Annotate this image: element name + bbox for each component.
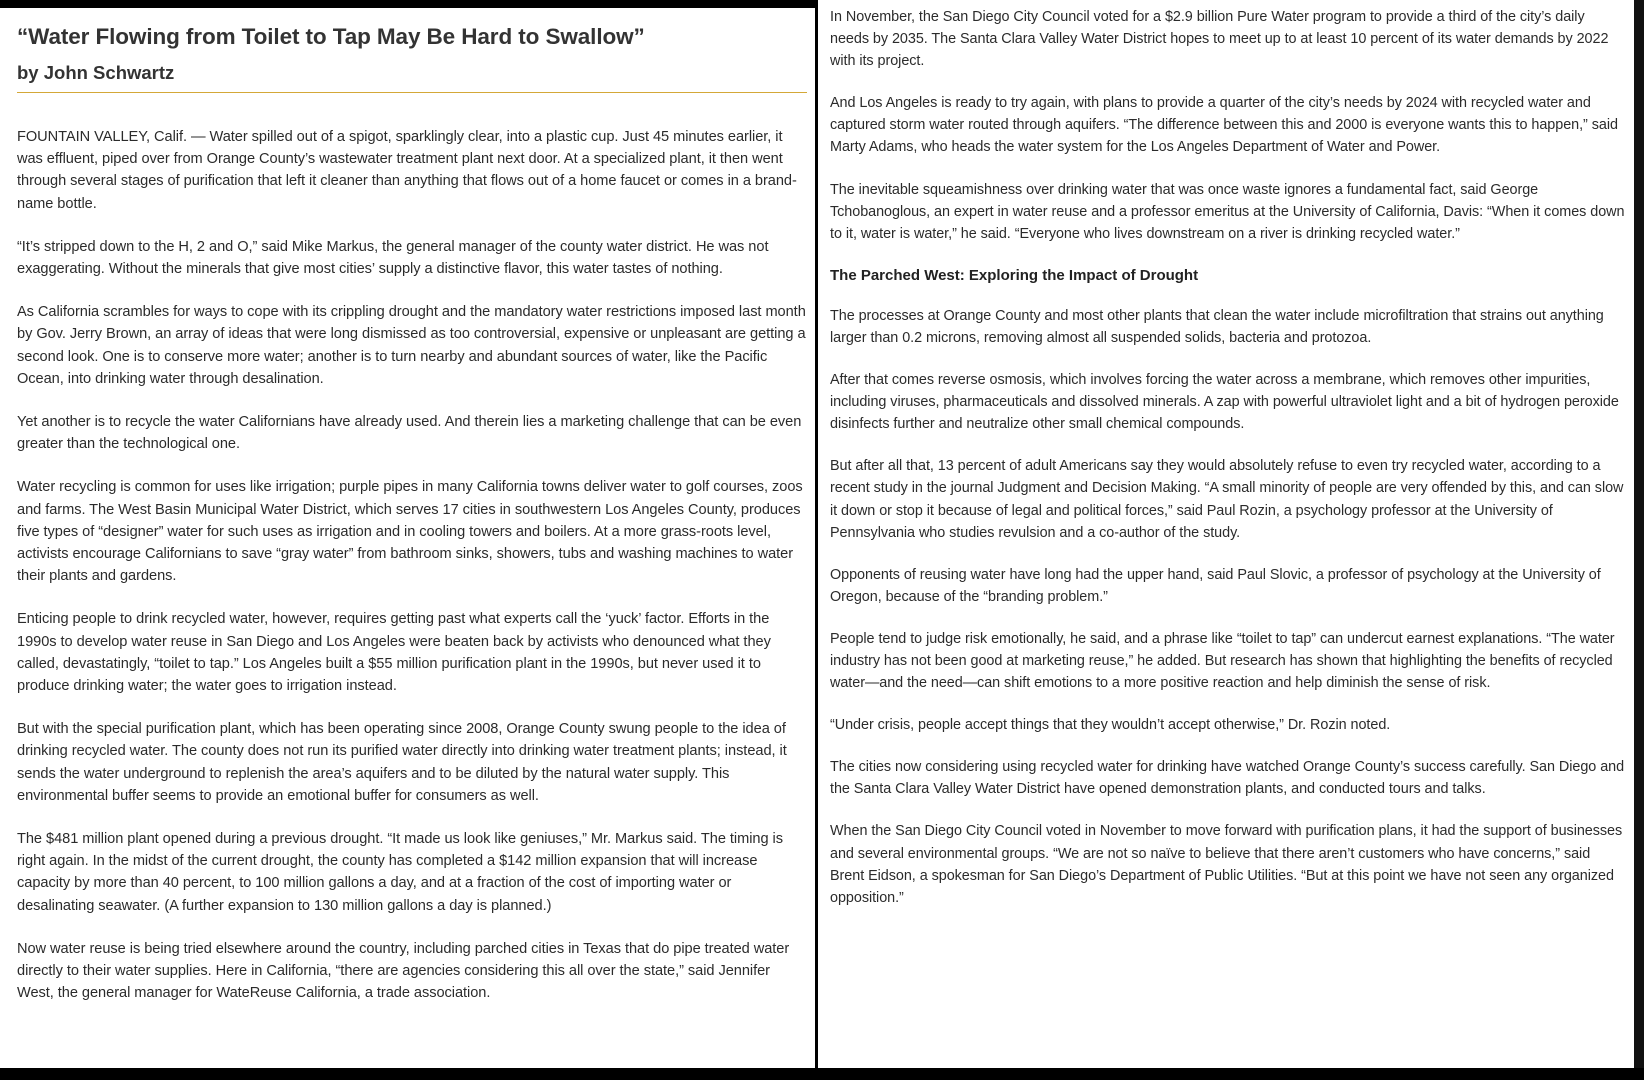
- article-paragraph: As California scrambles for ways to cope with its crippling drought and the mandatory water restrictions imposed last month by Gov. Jerry Brown, an array of ideas that were long dismissed as too controversial, expensive or unpleasant are getting a second look. One is to conserve more water; another is to turn nearby and abundant sources of water, like the Pacific Ocean, into drinking water through desalination.: [17, 304, 806, 387]
- bottom-border: [0, 1068, 1644, 1080]
- article-paragraph: But after all that, 13 percent of adult Americans say they would absolutely refuse to even try recycled water, according to a recent study in the journal Judgment and Decision Making. “A small minority of people are very offended by this, and can slow it down or stop it because of legal and political forces,” said Paul Rozin, a psychology professor at the University of Pennsylvania who studies revulsion and a co-author of the study.: [830, 458, 1624, 541]
- article-paragraph: In November, the San Diego City Council voted for a $2.9 billion Pure Water program to provide a third of the city’s daily needs by 2035. The Santa Clara Valley Water District hopes to meet up to at least 10 percent of its water demands by 2022 with its project.: [830, 9, 1609, 70]
- article-paragraph: People tend to judge risk emotionally, he said, and a phrase like “toilet to tap” can undercut earnest explanations. “The water industry has not been good at marketing reuse,” he added. But research has shown that highlighting the benefits of recycled water—and the need—can shift emotions to a more positive reaction and help diminish the sense of risk.: [830, 630, 1615, 692]
- article-paragraph: Yet another is to recycle the water Californians have already used. And therein lies a marketing challenge that can be even greater than the technological one.: [17, 414, 802, 453]
- top-border: [0, 0, 815, 8]
- article-paragraph: The inevitable squeamishness over drinking water that was once waste ignores a fundamental fact, said George Tchobanoglous, an expert in water reuse and a professor emeritus at the University of California, Davis: “When it comes down to it, water is water,” he said. “Everyone who lives downstream on a river is drinking recycled water.”: [830, 181, 1625, 242]
- right-edge: [1634, 0, 1644, 1080]
- article-paragraph: And Los Angeles is ready to try again, with plans to provide a quarter of the city’s needs by 2024 with recycled water and captured storm water routed through aquifers. “The difference between this and 2000 is everyone wants this to happen,” said Marty Adams, who heads the water system for the Los Angeles Department of Water and Power.: [830, 95, 1618, 156]
- article-paragraph: The $481 million plant opened during a previous drought. “It made us look like geniuses,” Mr. Markus said. The timing is right again. In the midst of the current drought, the county has completed a $142 million expansion that will increase capacity by more than 40 percent, to 100 million gallons a day, and at a fraction of the cost of importing water or desalinating seawater. (A further expansion to 130 million gallons a day is planned.): [17, 831, 783, 914]
- article-paragraph: The cities now considering using recycled water for drinking have watched Orange County’s success carefully. San Diego and the Santa Clara Valley Water District have opened demonstration plants, and conducted tours and talks.: [830, 759, 1625, 798]
- article-paragraph: Enticing people to drink recycled water, however, requires getting past what experts call the ‘yuck’ factor. Efforts in the 1990s to develop water reuse in San Diego and Los Angeles were beaten back by activists who denounced what they called, devastatingly, “toilet to tap.” Los Angeles built a $55 million purification plant in the 1990s, but never used it to produce drinking water; the water goes to irrigation instead.: [17, 611, 771, 695]
- article-paragraph: Now water reuse is being tried elsewhere around the country, including parched cities in Texas that do pipe treated water directly to their water supplies. Here in California, “there are agencies considering this all over the state,” said Jennifer West, the general manager for WateReuse California, a trade association.: [17, 940, 790, 1002]
- article-paragraph: The processes at Orange County and most other plants that clean the water include microfiltration that strains out anything larger than 0.2 microns, removing almost all suspended solids, bacteria and protozoa.: [830, 307, 1604, 346]
- article-title: “Water Flowing from Toilet to Tap May Be Hard to Swallow”: [17, 24, 645, 49]
- article-byline: by John Schwartz: [17, 60, 807, 93]
- article-paragraph: “Under crisis, people accept things that they wouldn’t accept otherwise,” Dr. Rozin noted.: [830, 717, 1391, 734]
- article-paragraph: Water recycling is common for uses like irrigation; purple pipes in many California towns deliver water to golf courses, zoos and farms. The West Basin Municipal Water District, which serves 17 cities in southwestern Los Angeles County, produces five types of “designer” water for such uses as irrigation and in cooling towers and boilers. At a more grass-roots level, activists encourage Californians to save “gray water” from bathroom sinks, showers, tubs and washing machines to water their plants and gardens.: [17, 479, 803, 585]
- article-paragraph: When the San Diego City Council voted in November to move forward with purification plans, it had the support of businesses and several environmental groups. “We are not so naïve to believe that there aren’t customers who have concerns,” said Brent Eidson, a spokesman for San Diego’s Department of Public Utilities. “But at this point we have not seen any organized opposition.”: [830, 823, 1623, 906]
- article-paragraph: “It’s stripped down to the H, 2 and O,” said Mike Markus, the general manager of the county water district. He was not exaggerating. Without the minerals that give most cities’ supply a distinctive flavor, this water tastes of nothing.: [17, 238, 769, 278]
- article-paragraph: Opponents of reusing water have long had the upper hand, said Paul Slovic, a professor of psychology at the University of Oregon, because of the “branding problem.”: [830, 566, 1601, 605]
- article-paragraph: After that comes reverse osmosis, which involves forcing the water across a membrane, which removes other impurities, including viruses, pharmaceuticals and dissolved minerals. A zap with powerful ultraviolet light and a bit of hydrogen peroxide disinfects further and neutralize other small chemical compounds.: [830, 372, 1619, 433]
- left-page: [0, 8, 815, 1068]
- section-subheading: The Parched West: Exploring the Impact of Drought: [830, 266, 1199, 284]
- article-paragraph: FOUNTAIN VALLEY, Calif. — Water spilled out of a spigot, sparklingly clear, into a plastic cup. Just 45 minutes earlier, it was effluent, piped over from Orange County’s wastewater treatment plant next door. At a specialized plant, it then went through several stages of purification that left it cleaner than anything that flows out of a home faucet or comes in a brand-name bottle.: [17, 129, 797, 212]
- right-page: [818, 0, 1634, 1068]
- article-paragraph: But with the special purification plant, which has been operating since 2008, Orange County swung people to the idea of drinking recycled water. The county does not run its purified water directly into drinking water treatment plants; instead, it sends the water underground to replenish the area’s aquifers and to be diluted by the natural water supply. This environmental buffer seems to provide an emotional buffer for consumers as well.: [17, 721, 787, 804]
